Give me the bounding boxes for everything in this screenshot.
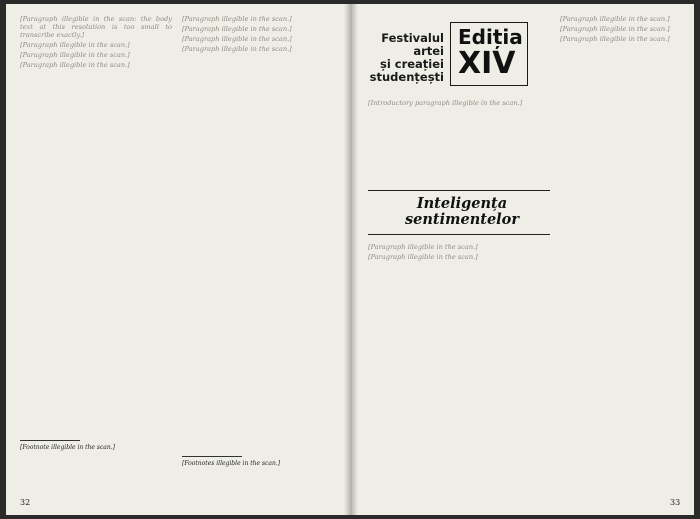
left-column-2 [182,16,334,450]
paragraph: [Paragraph illegible in the scan.] [560,24,670,33]
page-number-left: 32 [20,498,31,507]
paragraph: [Paragraph illegible in the scan.] [368,244,478,251]
paragraph: [Paragraph illegible in the scan.] [182,16,292,23]
festival-heading: Festivalul artei și creației studențești [369,31,444,84]
footnotes-col1: [Footnote illegible in the scan.] [20,444,115,451]
paragraph: [Paragraph illegible in the scan.] [182,24,292,33]
paragraph: [Paragraph illegible in the scan.] [182,34,292,43]
footnote-rule [20,440,80,441]
paragraph: [Paragraph illegible in the scan.] [20,50,130,59]
title-rule-bottom [368,234,550,235]
right-page [354,4,694,515]
title-rule-top [368,190,550,191]
paragraph: [Paragraph illegible in the scan.] [560,34,670,43]
left-column-1 [20,16,172,436]
paragraph: [Paragraph illegible in the scan.] [20,40,130,49]
paragraph: [Paragraph illegible in the scan.] [182,44,292,53]
left-page [6,4,348,515]
edition-number: XIV [458,46,516,81]
intro-paragraph [368,100,550,108]
right-column [560,16,684,496]
footnotes-col2: [Footnotes illegible in the scan.] [182,460,281,467]
magazine-spread [6,4,694,515]
edition-word: Ediția [458,25,523,49]
footnote-rule [182,456,242,457]
paragraph: [Paragraph illegible in the scan.] [560,16,670,23]
paragraph: [Paragraph illegible in the scan.] [368,252,478,261]
article-title: Inteligența sentimentelor [405,195,519,228]
edition-label [458,25,523,81]
page-number-right: 33 [670,498,681,507]
paragraph: [Paragraph illegible in the scan.] [20,60,130,69]
article-column [368,244,550,496]
paragraph: [Paragraph illegible in the scan: the body text at this resolution is too small to transcribe exactly.] [20,16,172,39]
paragraph: [Introductory paragraph illegible in the scan.] [368,99,523,107]
